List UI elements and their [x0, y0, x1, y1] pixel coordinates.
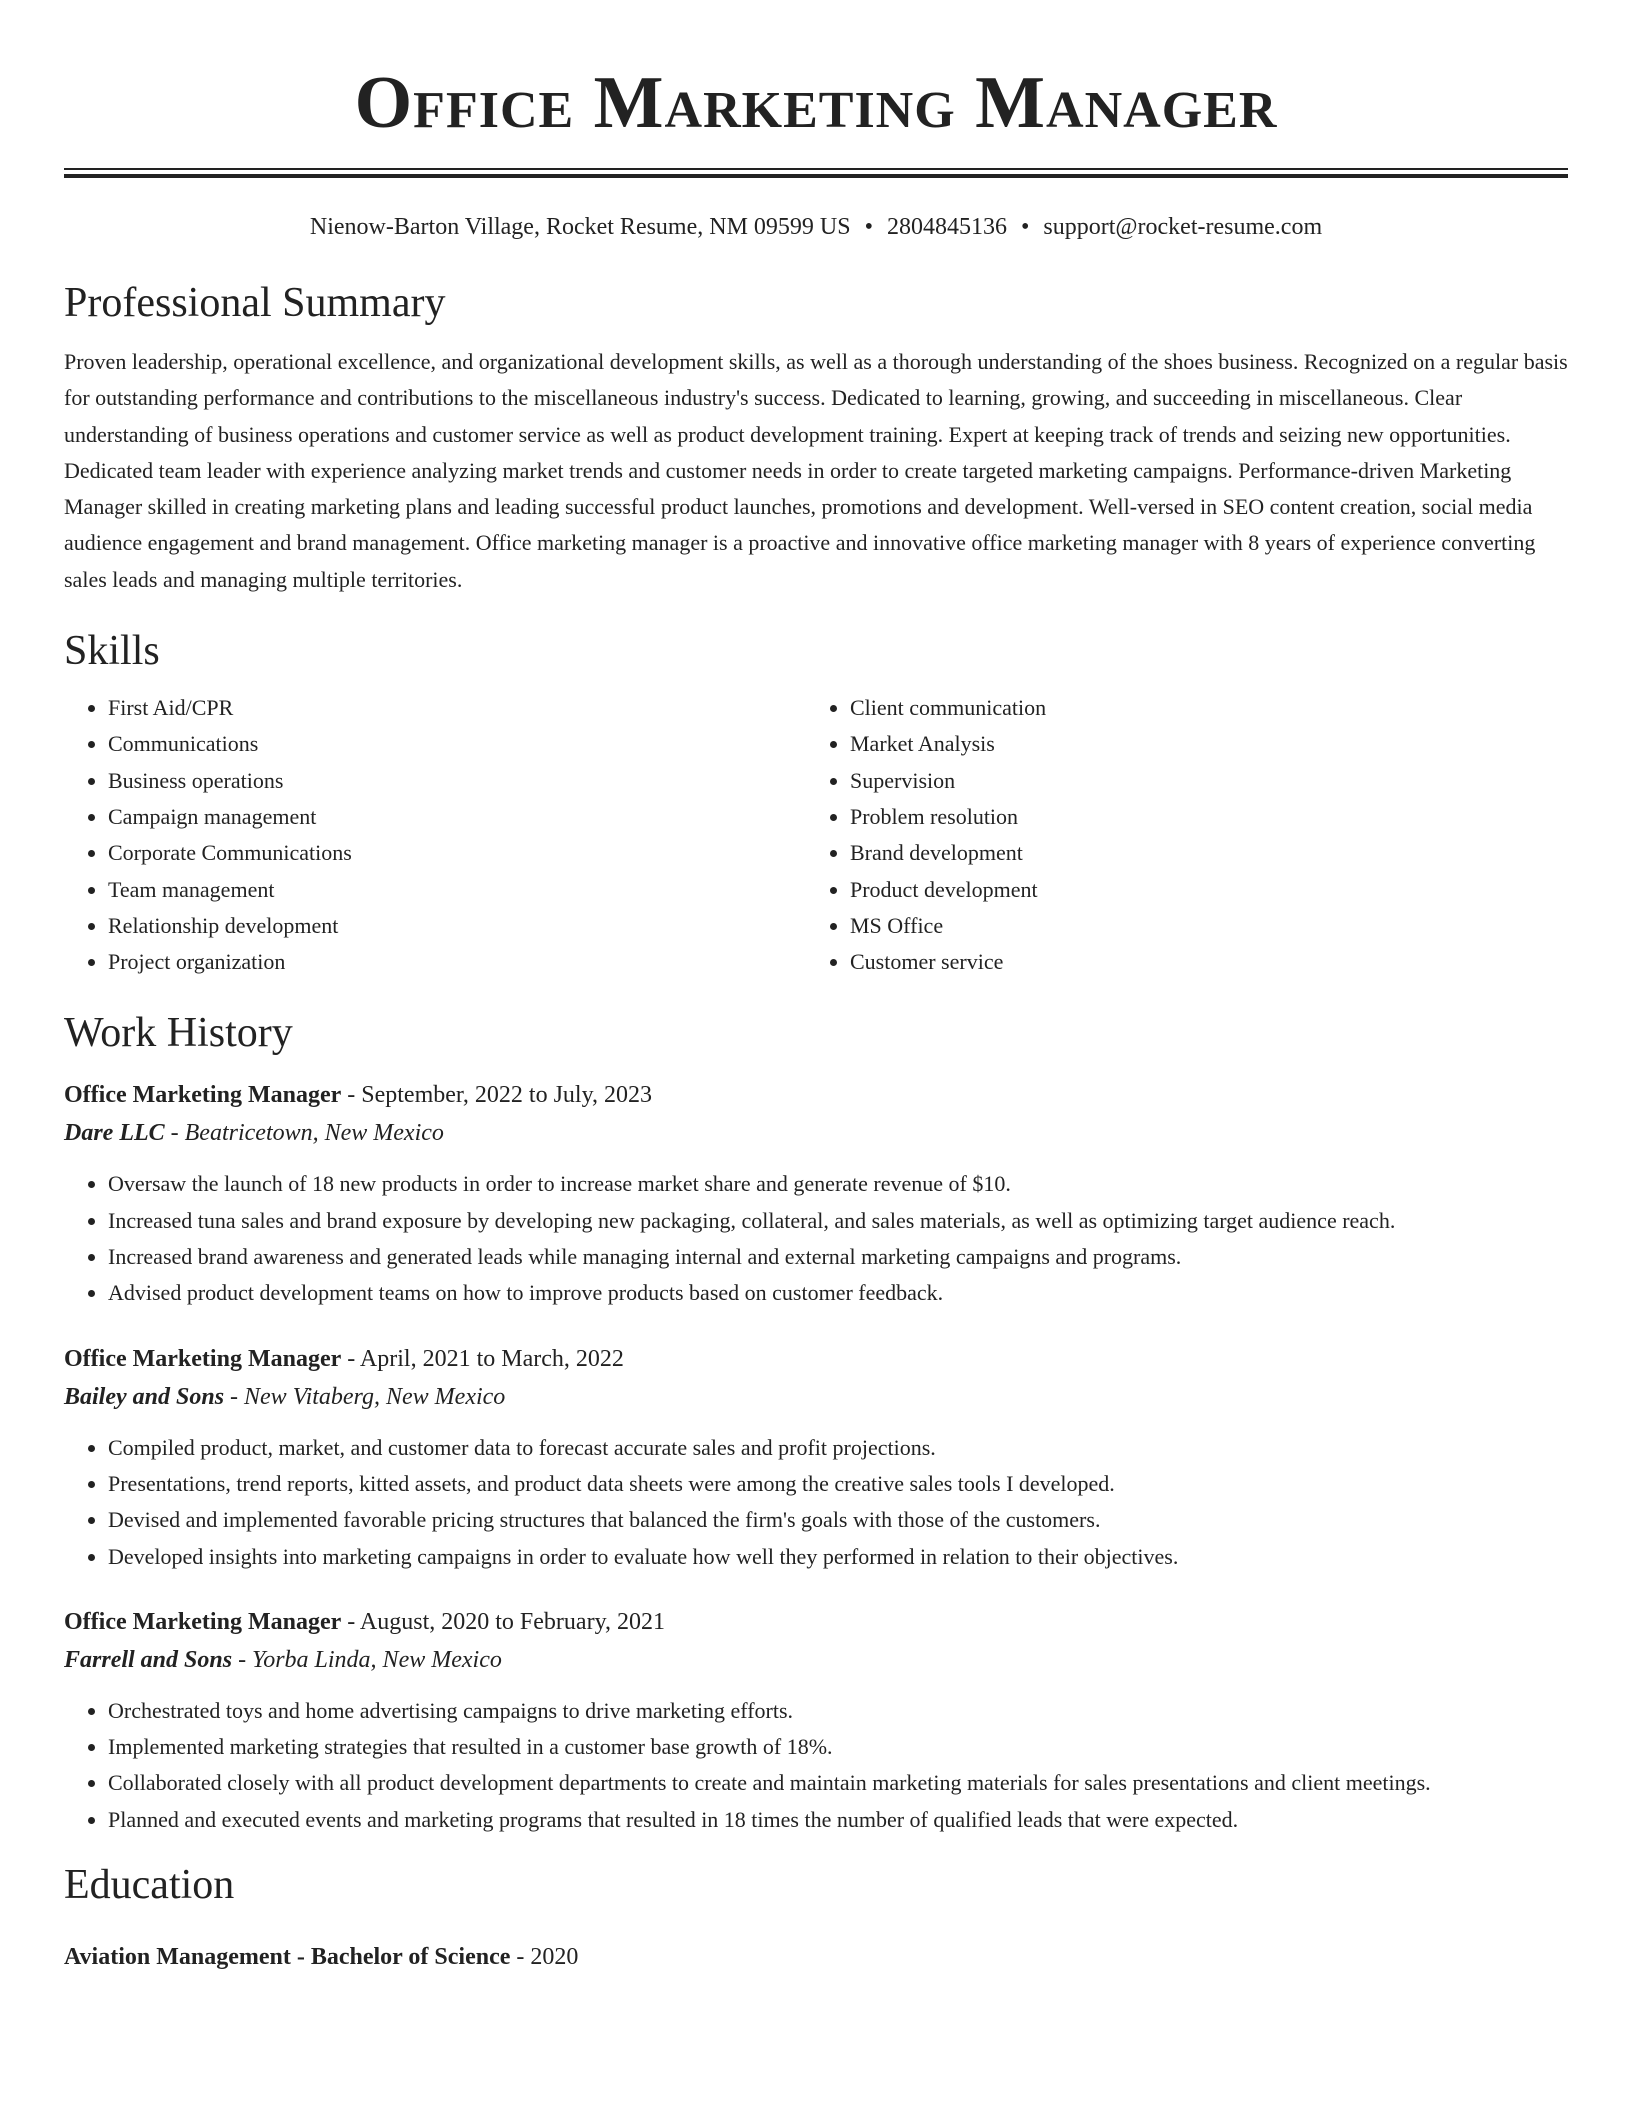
job-company: Bailey and Sons: [64, 1383, 225, 1410]
contact-email: support@rocket-resume.com: [1043, 214, 1323, 240]
summary-text: Proven leadership, operational excellence, and organizational development skills, as well as a thorough understanding of the shoes business. Recognized on a regular basis for outstanding performance and contributions to the miscellaneous industry's success. Dedicated to learning, growing, and succeeding in miscellaneous. Clear understanding of business operations and customer service as well as product development training. Expert at keeping track of trends and seizing new opportunities. Dedicated team leader with experience analyzing market trends and customer needs in order to create targeted marketing campaigns. Performance-driven Marketing Manager skilled in creating marketing plans and leading successful product launches, promotions and development. Well-versed in SEO content creation, social media audience engagement and brand management. Office marketing manager is a proactive and innovative office marketing manager with 8 years of experience converting sales leads and managing multiple territories.: [64, 349, 1568, 592]
skill-item: • First Aid/CPR: [108, 690, 806, 726]
skill-item: • Campaign management: [108, 799, 806, 835]
job-dates: - April, 2021 to March, 2022: [341, 1345, 624, 1372]
skills-list: [64, 690, 1568, 980]
job-bullet: • Presentations, trend reports, kitted assets, and product data sheets were among the creative sales tools I developed.: [108, 1466, 1568, 1502]
job-entry: [64, 1603, 1568, 1838]
job-employer: [64, 1378, 1568, 1416]
job-bullet: • Developed insights into marketing campaigns in order to evaluate how well they performed in relation to their objectives.: [108, 1539, 1568, 1575]
skill-item: • Corporate Communications: [108, 835, 806, 871]
skill-item: • MS Office: [850, 908, 1548, 944]
skill-item: • Market Analysis: [850, 726, 1548, 762]
job-role: Office Marketing Manager: [64, 1608, 342, 1635]
job-entry: [64, 1340, 1568, 1575]
skill-item: • Client communication: [850, 690, 1548, 726]
contact-separator: •: [864, 214, 874, 240]
education-entry: [64, 1938, 1568, 1976]
education-year: - 2020: [510, 1944, 579, 1971]
job-location: - New Vitaberg, New Mexico: [224, 1383, 506, 1410]
skill-item: • Project organization: [108, 944, 806, 980]
job-role: Office Marketing Manager: [64, 1082, 342, 1109]
skills-column-right: [806, 690, 1548, 980]
resume-title: Office Marketing Manager: [354, 62, 1278, 144]
education-degree: Aviation Management - Bachelor of Science: [64, 1944, 511, 1971]
job-dates: - August, 2020 to February, 2021: [341, 1608, 666, 1635]
job-header: [64, 1076, 1568, 1114]
work-history-heading: Work History: [64, 1010, 293, 1057]
contact-phone: 2804845136: [887, 214, 1008, 240]
job-header: [64, 1603, 1568, 1641]
job-bullet: • Orchestrated toys and home advertising campaigns to drive marketing efforts.: [108, 1693, 1568, 1729]
skill-item: • Problem resolution: [850, 799, 1548, 835]
job-bullet: • Increased brand awareness and generated leads while managing internal and external marketing campaigns and programs.: [108, 1239, 1568, 1275]
skill-item: • Product development: [850, 872, 1548, 908]
contact-line: [64, 212, 1568, 242]
job-bullet: • Implemented marketing strategies that resulted in a customer base growth of 18%.: [108, 1729, 1568, 1765]
job-role: Office Marketing Manager: [64, 1345, 342, 1372]
job-bullets: [64, 1166, 1568, 1311]
job-company: Farrell and Sons: [64, 1646, 233, 1673]
skill-item: • Relationship development: [108, 908, 806, 944]
job-header: [64, 1340, 1568, 1378]
education-heading: Education: [64, 1862, 235, 1909]
skills-heading: Skills: [64, 628, 160, 675]
job-bullet: • Devised and implemented favorable pricing structures that balanced the firm's goals with those of the customers.: [108, 1502, 1568, 1538]
job-bullets: [64, 1693, 1568, 1838]
job-bullets: [64, 1430, 1568, 1575]
job-bullet: • Planned and executed events and marketing programs that resulted in 18 times the number of qualified leads that were expected.: [108, 1802, 1568, 1838]
job-bullet: • Oversaw the launch of 18 new products in order to increase market share and generate revenue of $10.: [108, 1166, 1568, 1202]
skills-column-left: [64, 690, 806, 980]
job-location: - Beatricetown, New Mexico: [164, 1120, 444, 1147]
skill-item: • Team management: [108, 872, 806, 908]
job-bullet: • Compiled product, market, and customer data to forecast accurate sales and profit projections.: [108, 1430, 1568, 1466]
job-company: Dare LLC: [64, 1120, 165, 1147]
job-entry: [64, 1076, 1568, 1311]
job-employer: [64, 1114, 1568, 1152]
skill-item: • Customer service: [850, 944, 1548, 980]
contact-separator: •: [1021, 214, 1030, 240]
title-divider: [64, 168, 1568, 178]
skill-item: • Brand development: [850, 835, 1548, 871]
skill-item: • Business operations: [108, 763, 806, 799]
job-location: - Yorba Linda, New Mexico: [232, 1646, 502, 1673]
skill-item: • Supervision: [850, 763, 1548, 799]
job-bullet: • Collaborated closely with all product development departments to create and maintain marketing materials for sales presentations and client meetings.: [108, 1765, 1568, 1801]
job-bullet: • Increased tuna sales and brand exposure by developing new packaging, collateral, and sales materials, as well as optimizing target audience reach.: [108, 1203, 1568, 1239]
job-bullet: • Advised product development teams on how to improve products based on customer feedback.: [108, 1275, 1568, 1311]
contact-address: Nienow-Barton Village, Rocket Resume, NM 09599 US: [309, 214, 851, 240]
job-employer: [64, 1641, 1568, 1679]
summary-heading: Professional Summary: [64, 280, 446, 326]
skill-item: • Communications: [108, 726, 806, 762]
job-dates: - September, 2022 to July, 2023: [341, 1082, 653, 1109]
